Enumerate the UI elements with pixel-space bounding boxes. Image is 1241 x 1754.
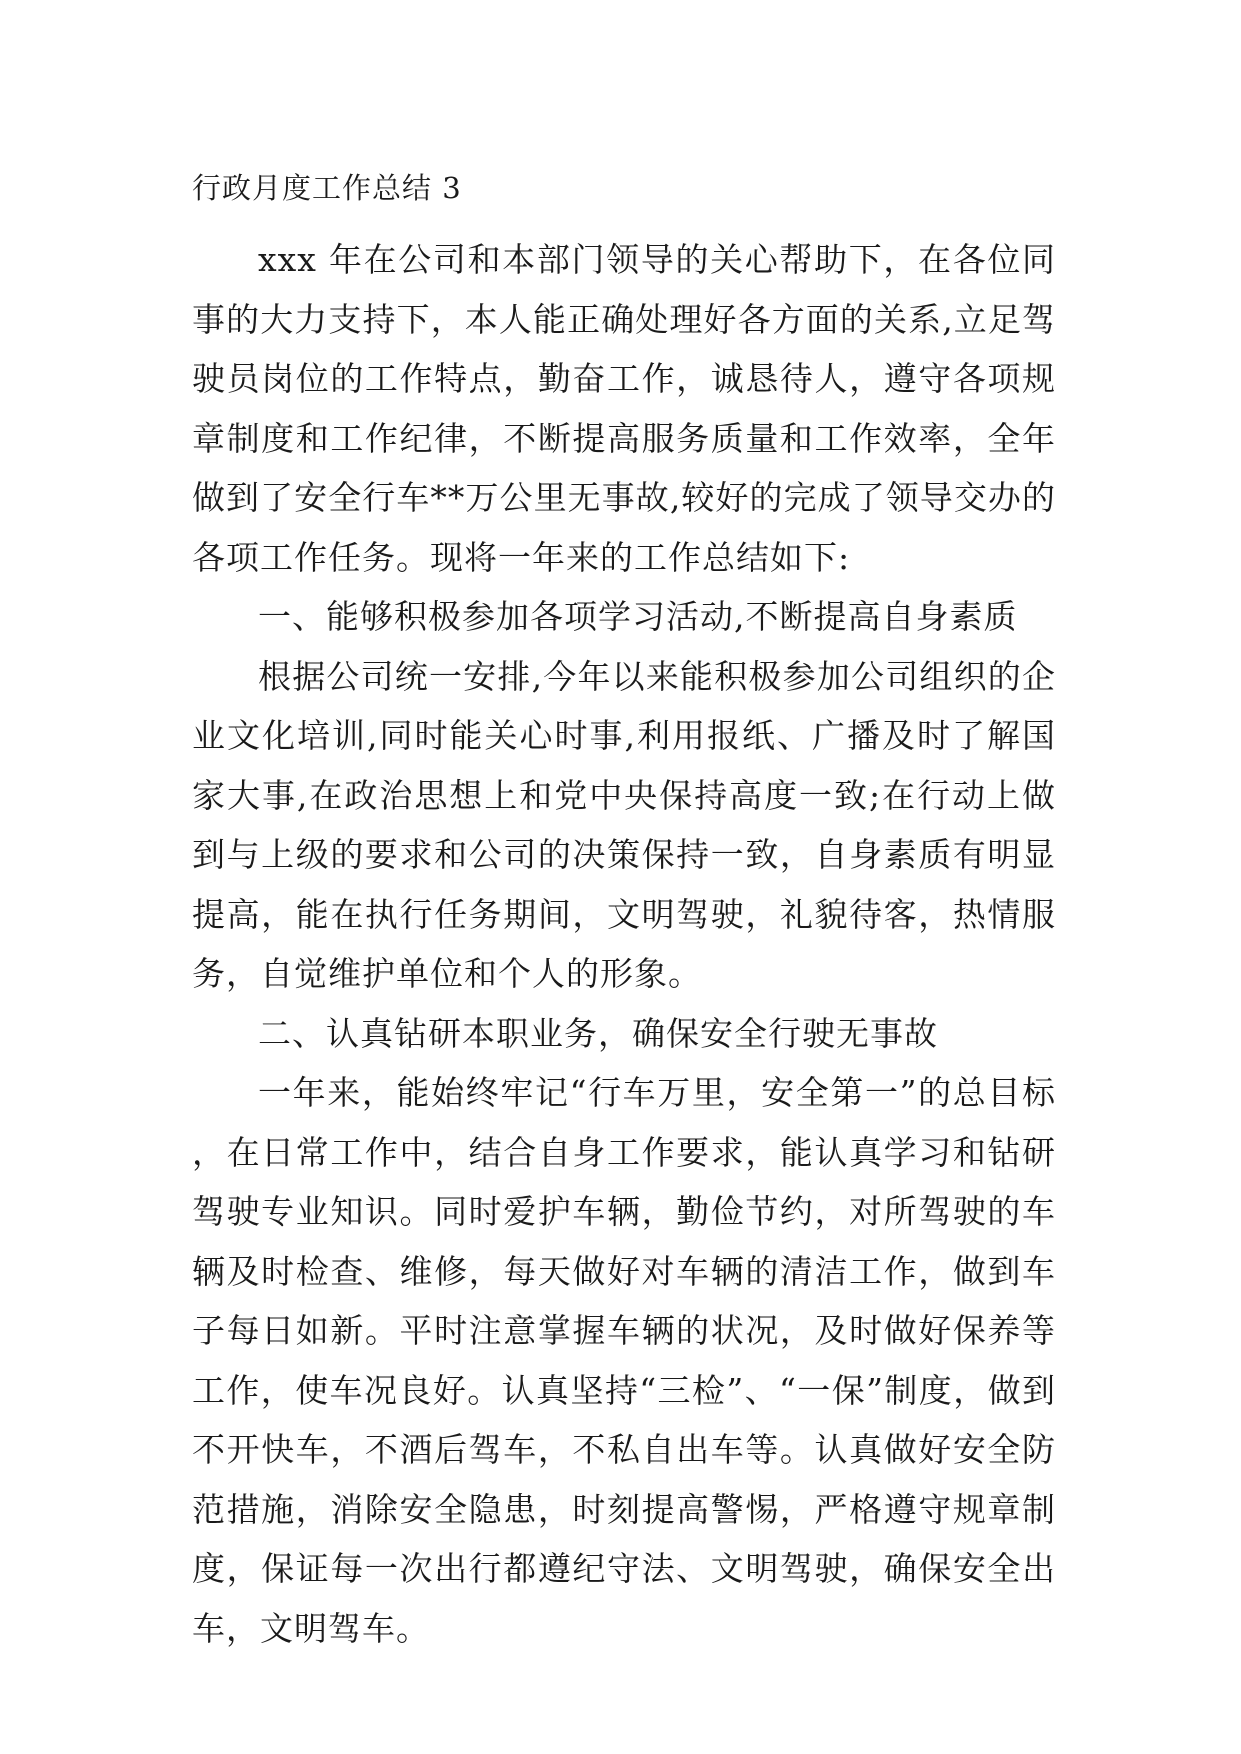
- paragraph-section-1: 根据公司统一安排,今年以来能积极参加公司组织的企业文化培训,同时能关心时事,利用报纸、广播及时了解国家大事,在政治思想上和党中央保持高度一致;在行动上做到与上级的要求和公司的决策保持一致，自身素质有明显提高，能在执行任务期间，文明驾驶，礼貌待客，热情服务，自觉维护单位和个人的形象。: [192, 656, 1056, 993]
- paragraph-intro: xxx 年在公司和本部门领导的关心帮助下，在各位同事的大力支持下，本人能正确处理好各方面的关系,立足驾驶员岗位的工作特点，勤奋工作，诚恳待人，遵守各项规章制度和工作纪律，不断提高服务质量和工作效率，全年做到了安全行车**万公里无事故,较好的完成了领导交办的各项工作任务。现将一年来的工作总结如下:: [192, 240, 1056, 577]
- document-page: [192, 158, 1056, 1658]
- section-heading-2: 二、认真钻研本职业务，确保安全行驶无事故: [258, 1013, 938, 1053]
- section-heading-1: 一、能够积极参加各项学习活动,不断提高自身素质: [258, 597, 1018, 636]
- document-title: 行政月度工作总结 3: [192, 171, 462, 205]
- paragraph-section-2: 一年来，能始终牢记“行车万里，安全第一”的总目标，在日常工作中，结合自身工作要求，能认真学习和钻研驾驶专业知识。同时爱护车辆，勤俭节约，对所驾驶的车辆及时检查、维修，每天做好对车辆的清洁工作，做到车子每日如新。平时注意掌握车辆的状况，及时做好保养等工作，使车况良好。认真坚持“三检”、“一保”制度，做到不开快车，不酒后驾车，不私自出车等。认真做好安全防范措施，消除安全隐患，时刻提高警惕，严格遵守规章制度，保证每一次出行都遵纪守法、文明驾驶，确保安全出车，文明驾车。: [192, 1073, 1056, 1648]
